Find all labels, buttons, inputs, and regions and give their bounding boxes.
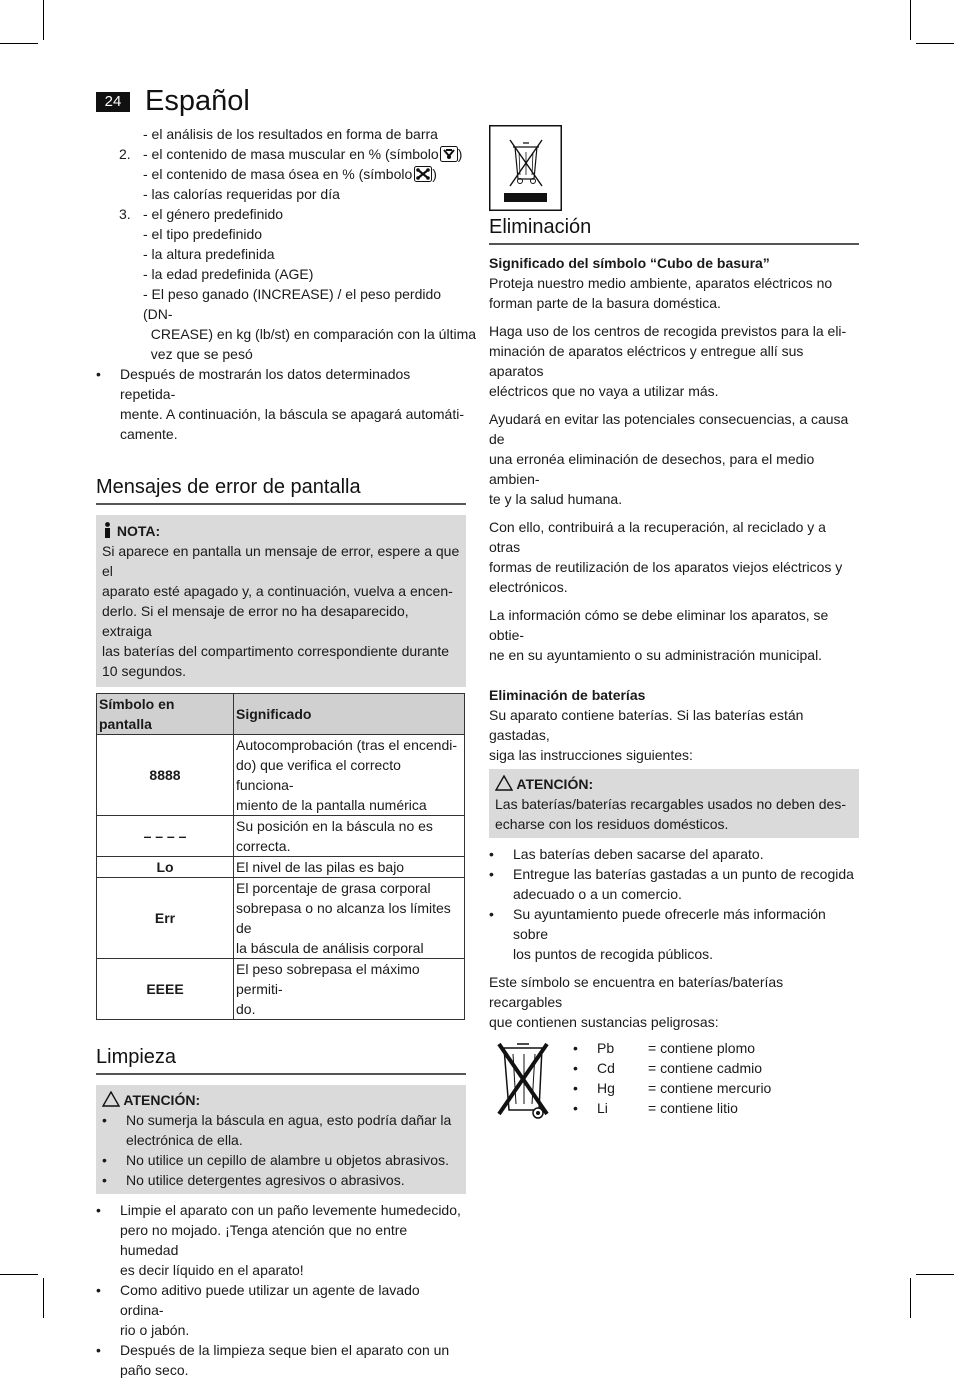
table-header: Símbolo en pantalla bbox=[97, 694, 234, 735]
list-item: • Su ayuntamiento puede ofrecerle más información sobre los puntos de recogida públicos. bbox=[489, 906, 826, 962]
page-number: 24 bbox=[96, 92, 130, 112]
page-title: Español bbox=[145, 85, 250, 117]
list-line-end: ) bbox=[432, 166, 437, 182]
warning-label: ATENCIÓN: bbox=[123, 1092, 201, 1108]
paragraph: Proteja nuestro medio ambiente, aparatos eléctricos no forman parte de la basura doméstica. bbox=[489, 275, 833, 311]
crop-mark bbox=[43, 1278, 44, 1318]
error-table bbox=[96, 693, 465, 1020]
left-column bbox=[96, 124, 477, 1380]
crop-mark bbox=[910, 0, 911, 40]
bone-symbol-icon bbox=[414, 166, 432, 182]
section-heading-disposal: Eliminación bbox=[489, 216, 592, 238]
list-line: - el contenido de masa ósea en % (símbolo bbox=[143, 166, 413, 182]
table-row bbox=[97, 857, 465, 878]
list-item: • Las baterías deben sacarse del aparato. bbox=[489, 846, 764, 862]
table-row bbox=[97, 959, 465, 1020]
warning-text: echarse con los residuos domésticos. bbox=[495, 816, 729, 832]
paragraph: Haga uso de los centros de recogida previstos para la eli- minación de aparatos eléctricos y entregue allí sus aparatos eléctricos que no vaya a utilizar más. bbox=[489, 323, 847, 399]
list-line-end: ) bbox=[457, 146, 463, 162]
section-heading-cleaning: Limpieza bbox=[96, 1046, 177, 1068]
list-item: • Li = contiene litio bbox=[573, 1100, 738, 1116]
list-number: 3. bbox=[119, 206, 131, 222]
list-line: - el análisis de los resultados en forma de barra bbox=[143, 126, 438, 142]
heading-rule bbox=[489, 243, 859, 245]
paragraph: Este símbolo se encuentra en baterías/baterías recargables que contienen sustancias peligrosas: bbox=[489, 974, 784, 1030]
subheading: Significado del símbolo “Cubo de basura” bbox=[489, 255, 770, 271]
crossed-bin-icon bbox=[489, 125, 562, 211]
warning-icon bbox=[495, 775, 513, 791]
warning-text: Las baterías/baterías recargables usados no deben des- bbox=[495, 796, 847, 812]
list-line: - la altura predefinida bbox=[143, 246, 275, 262]
crop-mark bbox=[910, 1278, 911, 1318]
warning-box bbox=[489, 769, 859, 838]
list-line: - las calorías requeridas por día bbox=[143, 186, 340, 202]
note-box bbox=[96, 515, 466, 687]
list-line: - el tipo predefinido bbox=[143, 226, 263, 242]
table-header: Significado bbox=[234, 694, 465, 735]
note-text: Si aparece en pantalla un mensaje de error, espere a que el bbox=[102, 543, 460, 579]
note-label: NOTA: bbox=[116, 523, 161, 539]
crop-mark bbox=[916, 1274, 954, 1275]
table-cell-meaning: El peso sobrepasa el máximo permiti- do. bbox=[234, 959, 465, 1020]
list-item: • Cd = contiene cadmio bbox=[573, 1060, 763, 1076]
note-text: las baterías del compartimento correspondiente durante bbox=[102, 643, 450, 659]
subheading: Eliminación de baterías bbox=[489, 687, 646, 703]
paragraph: Con ello, contribuirá a la recuperación, al reciclado y a otras formas de reutilización de los aparatos viejos eléctricos y electrónicos. bbox=[489, 519, 843, 595]
warning-icon bbox=[102, 1091, 120, 1107]
table-row bbox=[97, 878, 465, 959]
crop-mark bbox=[43, 0, 44, 40]
table-cell-symbol: – – – – bbox=[97, 816, 234, 857]
list-line: CREASE) en kg (lb/st) en comparación con la última bbox=[143, 326, 477, 342]
list-item: • No utilice detergentes agresivos o abrasivos. bbox=[102, 1172, 405, 1188]
list-item: • Entregue las baterías gastadas a un punto de recogida adecuado o a un comercio. bbox=[489, 866, 854, 902]
list-line: - El peso ganado (INCREASE) / el peso perdido (DN- bbox=[143, 286, 442, 322]
table-row bbox=[97, 735, 465, 816]
list-item: • Pb = contiene plomo bbox=[573, 1040, 756, 1056]
list-item: • Limpie el aparato con un paño levemente humedecido, pero no mojado. ¡Tenga atención que no entre humedad es decir líquido en el aparato! bbox=[96, 1202, 461, 1278]
right-column bbox=[489, 125, 859, 1122]
table-cell-meaning: El nivel de las pilas es bajo bbox=[234, 857, 465, 878]
list-item: • Hg = contiene mercurio bbox=[573, 1080, 772, 1096]
warning-label: ATENCIÓN: bbox=[516, 776, 594, 792]
list-line: - el contenido de masa muscular en % (símbolo bbox=[143, 146, 439, 162]
crop-mark bbox=[0, 43, 38, 44]
list-item: • No sumerja la báscula en agua, esto podría dañar la electrónica de ella. bbox=[102, 1112, 452, 1148]
table-cell-meaning: Autocomprobación (tras el encendi- do) que verifica el correcto funciona- miento de la pantalla numérica bbox=[234, 735, 465, 816]
muscle-symbol-icon bbox=[440, 146, 458, 162]
list-item: • Después de mostrarán los datos determinados repetida- mente. A continuación, la báscula se apagará automáti- camente. bbox=[96, 366, 464, 442]
table-row bbox=[97, 816, 465, 857]
table-cell-symbol: Lo bbox=[97, 857, 234, 878]
list-line: - la edad predefinida (AGE) bbox=[143, 266, 314, 282]
table-cell-symbol: Err bbox=[97, 878, 234, 959]
heading-rule bbox=[96, 503, 466, 505]
list-item: • No utilice un cepillo de alambre u objetos abrasivos. bbox=[102, 1152, 449, 1168]
heading-rule bbox=[96, 1073, 466, 1075]
paragraph: La información cómo se debe eliminar los aparatos, se obtie- ne en su ayuntamiento o su administración municipal. bbox=[489, 607, 829, 663]
paragraph: Ayudará en evitar las potenciales consecuencias, a causa de una erronéa eliminación de desechos, para el medio ambien- te y la salud humana. bbox=[489, 411, 849, 507]
feature-list bbox=[96, 124, 477, 364]
table-cell-meaning: Su posición en la báscula no es correcta. bbox=[234, 816, 465, 857]
paragraph: Su aparato contiene baterías. Si las baterías están gastadas, siga las instrucciones siguientes: bbox=[489, 707, 804, 763]
list-line: vez que se pesó bbox=[143, 346, 253, 362]
substance-list bbox=[573, 1038, 823, 1118]
list-number: 2. bbox=[119, 146, 131, 162]
info-icon bbox=[102, 522, 113, 538]
table-cell-symbol: 8888 bbox=[97, 735, 234, 816]
list-item: • Después de la limpieza seque bien el aparato con un paño seco. bbox=[96, 1342, 450, 1378]
list-line: - el género predefinido bbox=[143, 206, 284, 222]
table-cell-symbol: EEEE bbox=[97, 959, 234, 1020]
crop-mark bbox=[0, 1274, 38, 1275]
section-heading-errors: Mensajes de error de pantalla bbox=[96, 476, 361, 498]
warning-box bbox=[96, 1085, 466, 1194]
note-text: derlo. Si el mensaje de error no ha desaparecido, extraiga bbox=[102, 603, 409, 639]
table-cell-meaning: El porcentaje de grasa corporal sobrepasa o no alcanza los límites de la báscula de análisis corporal bbox=[234, 878, 465, 959]
crop-mark bbox=[916, 43, 954, 44]
note-text: 10 segundos. bbox=[102, 663, 187, 679]
note-text: aparato esté apagado y, a continuación, vuelva a encen- bbox=[102, 583, 453, 599]
list-item: • Como aditivo puede utilizar un agente de lavado ordina- rio o jabón. bbox=[96, 1282, 420, 1338]
battery-bin-icon bbox=[491, 1038, 555, 1122]
